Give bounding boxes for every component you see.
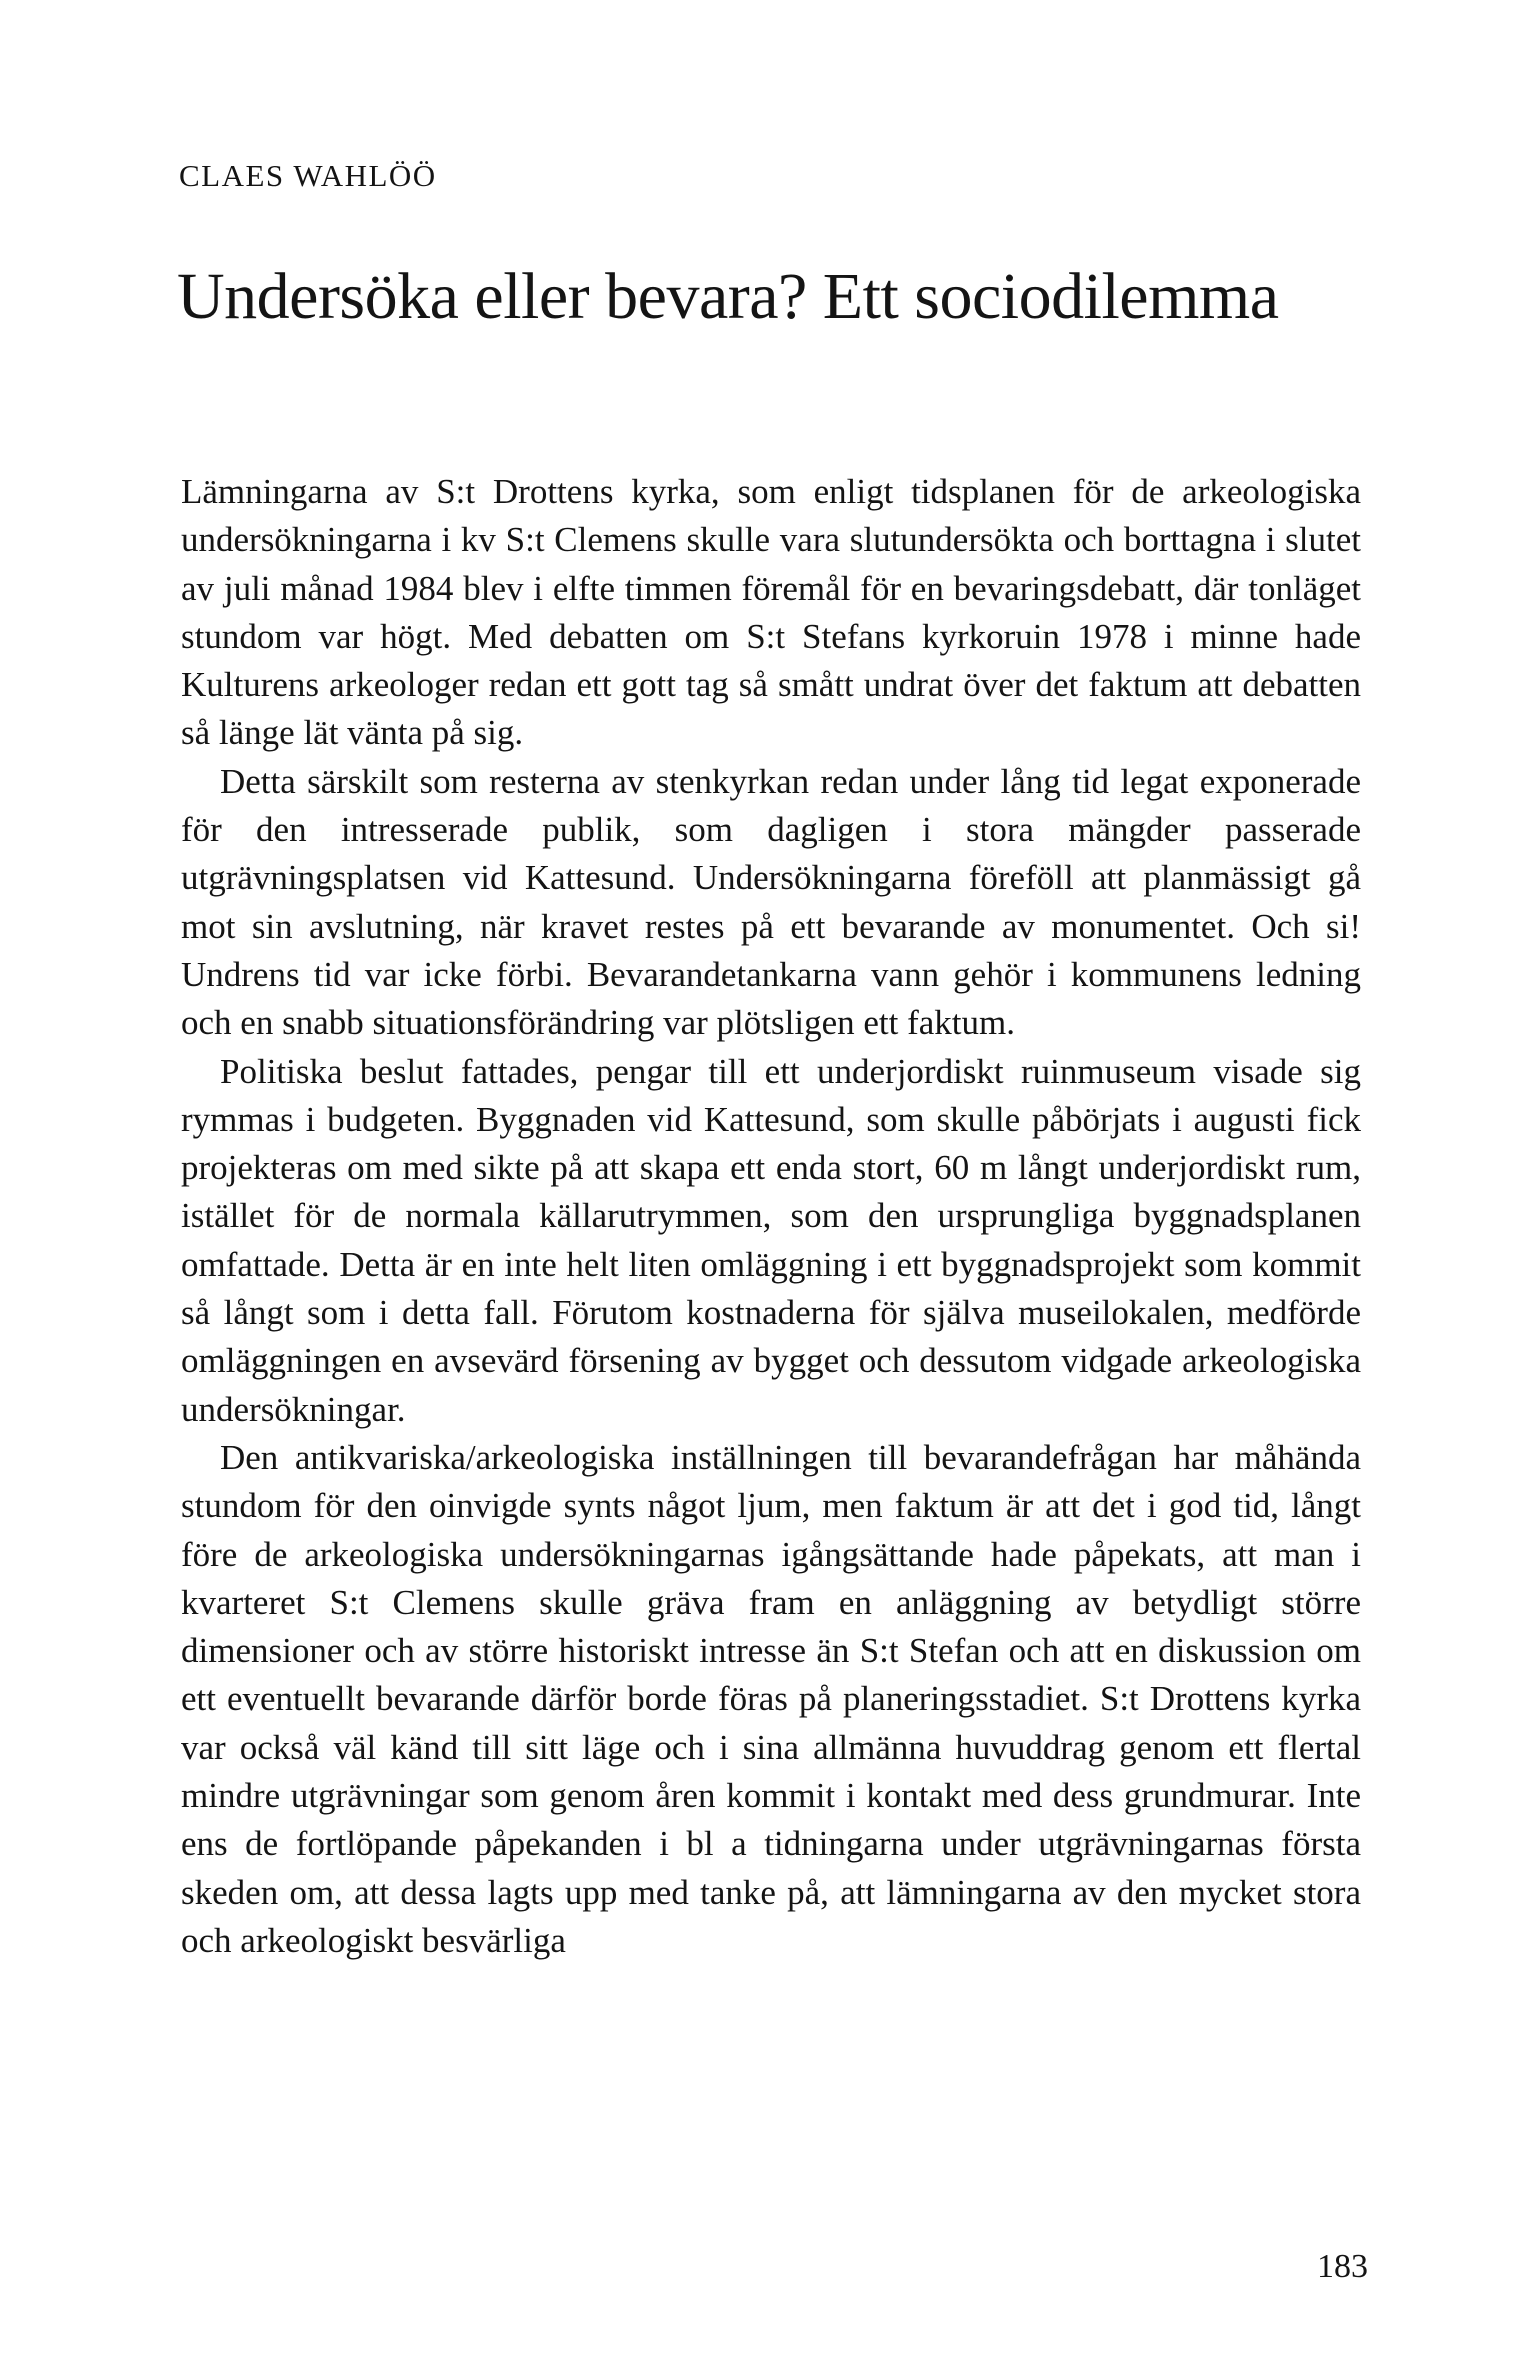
page-number: 183: [1317, 2248, 1368, 2285]
author-name: CLAES WAHLÖÖ: [179, 158, 437, 193]
paragraph: Politiska beslut fattades, pengar till ett underjordiskt ruinmuseum visade sig rymmas i budgeten. Byggnaden vid Kattesund, som skulle påbörjats i augusti fick projekteras om med sikte på att skapa ett enda stort, 60 m långt underjordiskt rum, istället för de normala källarutrymmen, som den ursprungliga byggnadsplanen omfattade. Detta är en inte helt liten omläggning i ett byggnadsprojekt som kommit så långt som i detta fall. Förutom kostnaderna för själva museilokalen, medförde omläggningen en avsevärd försening av bygget och dessutom vidgade arkeologiska undersökningar.: [181, 1051, 1361, 1429]
paragraph: Detta särskilt som resterna av stenkyrkan redan under lång tid legat exponerade för den intresserade publik, som dagligen i stora mängder passerade utgrävningsplatsen vid Kattesund. Undersökningarna föreföll att planmässigt gå mot sin avslutning, när kravet restes på ett bevarande av monumentet. Och si! Undrens tid var icke förbi. Bevarandetankarna vann gehör i kommunens ledning och en snabb situationsförändring var plötsligen ett faktum.: [181, 761, 1361, 1043]
article-body: [181, 468, 1361, 1965]
paragraph: Lämningarna av S:t Drottens kyrka, som enligt tidsplanen för de arkeologiska undersökningarna i kv S:t Clemens skulle vara slutundersökta och borttagna i slutet av juli månad 1984 blev i elfte timmen föremål för en bevaringsdebatt, där tonläget stundom var högt. Med debatten om S:t Stefans kyrkoruin 1978 i minne hade Kulturens arkeologer redan ett gott tag så smått undrat över det faktum att debatten så länge lät vänta på sig.: [181, 472, 1361, 753]
article-title: Undersöka eller bevara? Ett sociodilemma: [177, 260, 1279, 333]
paragraph: Den antikvariska/arkeologiska inställningen till bevarandefrågan har måhända stundom för den oinvigde synts något ljum, men faktum är att det i god tid, långt före de arkeologiska undersökningarnas igångsättande hade påpekats, att man i kvarteret S:t Clemens skulle gräva fram en anläggning av betydligt större dimensioner och av större historiskt intresse än S:t Stefan och att en diskussion om ett eventuellt bevarande därför borde föras på planeringsstadiet. S:t Drottens kyrka var också väl känd till sitt läge och i sina allmänna huvuddrag genom ett flertal mindre utgrävningar som genom åren kommit i kontakt med dess grundmurar. Inte ens de fortlöpande påpekanden i bl a tidningarna under utgrävningarnas första skeden om, att dessa lagts upp med tanke på, att lämningarna av den mycket stora och arkeologiskt besvärliga: [181, 1437, 1361, 1960]
